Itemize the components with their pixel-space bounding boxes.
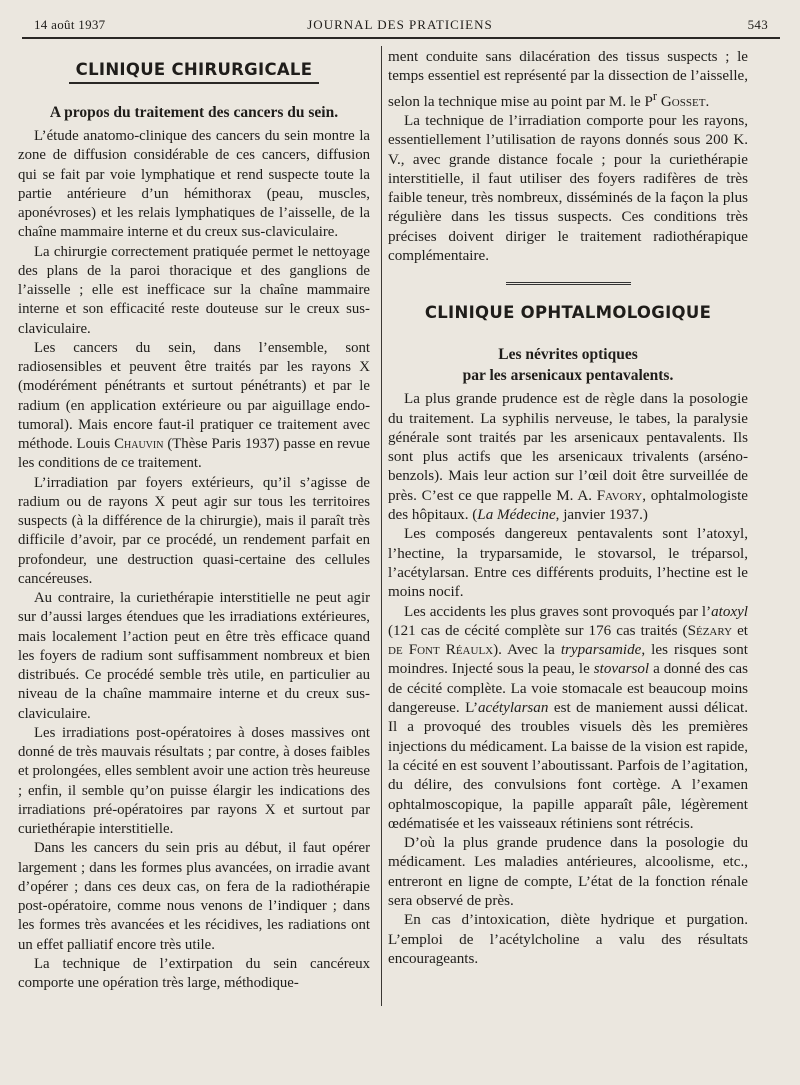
paragraph: Les irradiations post-opératoires à doses massives ont donné de très mauvais résultats ; par contre, à doses faibles et prolongées, elles semblent avoir une action très heureuse ; enfin, il semble qu’on puisse élargir les indications des irradiations pré-opératoires par rayons X et surtout par curiethérapie interstitielle. (18, 724, 370, 837)
author-name: Chauvin (114, 436, 164, 452)
paragraph: Les accidents les plus graves sont provoqués par l’atoxyl (121 cas de cécité complète sur 176 cas traités (Sézary et de Font Réaulx). Avec la tryparsamide, les risques sont moindres. Injecté sous la peau, le stovarsol a donné des cas de cécité complète. La voie stomacale est beaucoup moins dangereuse. L’acétylarsan est de maniement aussi délicat. Il a provoqué des troubles visuels dès les premières injections du médicament. La baisse de la vision est rapide, la cécité en est souvent l’aboutissant. Parfois de l’agitation, du délire, des convulsions font cortège. A l’examen ophtalmoscopique, la papille apparaît pâle, légèrement œdématisée et les vaisseaux rétiniens sont rétrécis. (388, 603, 748, 832)
paragraph: En cas d’intoxication, diète hydrique et purgation. L’emploi de l’acétylcholine a valu des résultats encourageants. (388, 912, 748, 967)
paragraph: La plus grande prudence est de règle dans la posologie du traitement. La syphilis nerveuse, le tabes, la paralysie générale sont traités par les arsenicaux pentavalents. Ils sont plus actifs que les arsenicaux trivalents (arséno-benzols). Mais leur action sur l’œil doit être surveillée de près. C’est ce que rappelle M. A. Favory, ophtalmologiste des hôpitaux. (La Médecine, janvier 1937.) (388, 391, 749, 524)
paragraph: La technique de l’extirpation du sein cancéreux comporte une opération très large, méthodique- (18, 955, 370, 991)
column-divider (381, 46, 382, 1006)
issue-date: 14 août 1937 (34, 17, 106, 32)
paragraph: L’irradiation par foyers extérieurs, qu’il s’agisse de radium ou de rayons X peut agir sur tous les territoires suspects (à la différence de la chirurgie), mais il paraît très difficile d’avoir, par ce procédé, un rendement parfait en profondeur, une destruction quasi-certaine des cellules cancéreuses. (18, 474, 370, 587)
paragraph: La technique de l’irradiation comporte pour les rayons, essentiellement l’utilisation de rayons donnés sous 200 K. V., avec grande distance focale ; pour la curiethérapie interstitielle, il faut utiliser des foyers radifères de très faible teneur, très nombreux, disséminés de la façon la plus régulière dans les tissus suspects. Ces conditions très précises doivent diriger le traitement radiothérapique complémentaire. (388, 112, 748, 264)
section-title-ophtalmologique: CLINIQUE OPHTALMOLOGIQUE (424, 303, 712, 323)
paragraph: La chirurgie correctement pratiquée permet le nettoyage des plans de la paroi thoracique et des ganglions de l’aisselle ; elle est inefficace sur la chaîne mammaire interne et son efficacité reste douteuse sur le creux sus-claviculaire. (18, 243, 370, 337)
paragraph: L’étude anatomo-clinique des cancers du sein montre la zone de diffusion considérable de ces cancers, diffusion qui se fait par voie lymphatique et rend suspecte toute la partie antérieure d’un hémithorax (peau, muscles, aponévroses) et les relais lymphatiques de l’aisselle, de la chaîne mammaire interne et du creux sus-claviculaire. (18, 128, 370, 241)
right-column (388, 48, 748, 969)
article-body-nevrites (388, 390, 748, 969)
author-name: Gosset (660, 93, 706, 110)
paragraph-continued: ment conduite sans dilacération des tissus suspects ; le temps essentiel est représenté par la dissection de l’aisselle, selon la technique mise au point par M. le $P^r$ Gosset. (388, 49, 748, 110)
author-name: Favory (596, 487, 643, 504)
running-header (24, 15, 776, 35)
paragraph: Au contraire, la curiethérapie interstitielle ne peut agir sur d’aussi larges étendues que les irradiations extérieures, mais localement l’action peut en être très efficace quand les foyers de radium sont suffisamment nombreux et bien distribués. Ce procédé semble très utile, en particulier au niveau de la chaîne mammaire interne et du creux sus-claviculaire. (18, 590, 370, 722)
paragraph: Les cancers du sein, dans l’ensemble, sont radiosensibles et peuvent être traités par les rayons X (modérément pénétrants et surtout pénétrants) et par le radium (en application extérieure ou par aiguillage endo-tumoral). Mais encore faut-il pratiquer ce traitement avec méthode. Louis Chauvin (Thèse Paris 1937) passe en revue les conditions de ce traitement. (18, 339, 370, 472)
article-body-continued (388, 48, 748, 266)
left-column (18, 48, 370, 993)
journal-title: JOURNAL DES PRATICIENS (307, 17, 493, 32)
paragraph: Dans les cancers du sein pris au début, il faut opérer largement ; dans les formes plus avancées, on irradie avant d’opérer ; dans ces deux cas, on fera de la radiothérapie post-opératoire, comme nous venons de l’indiquer ; dans les formes très avancées et les récidives, les radiations ont un effet palliatif encore très utile. (18, 840, 370, 953)
article-body-cancers-sein (18, 127, 370, 993)
paragraph: D’où la plus grande prudence dans la posologie du médicament. Les maladies antérieures, alcoolisme, etc., entreront en ligne de compte, L’état de la fonction rénale sera observé de près. (388, 835, 748, 910)
header-rule (22, 37, 780, 39)
page-number: 543 (747, 17, 768, 32)
article-title-cancers-sein: A propos du traitement des cancers du sein. (49, 104, 339, 121)
article-title-line-2: par les arsenicaux pentavalents. (462, 367, 674, 385)
journal-reference: La Médecine (477, 507, 556, 524)
paragraph: Les composés dangereux pentavalents sont l’atoxyl, l’hectine, la tryparsamide, le stovarsol, le tréparsol, l’acétylarsan. Entre ces différents produits, l’hectine est le moins nocif. (388, 526, 748, 601)
article-title-line-1: Les névrites optiques (498, 346, 638, 364)
section-title-chirurgicale: CLINIQUE CHIRURGICALE (75, 60, 313, 79)
